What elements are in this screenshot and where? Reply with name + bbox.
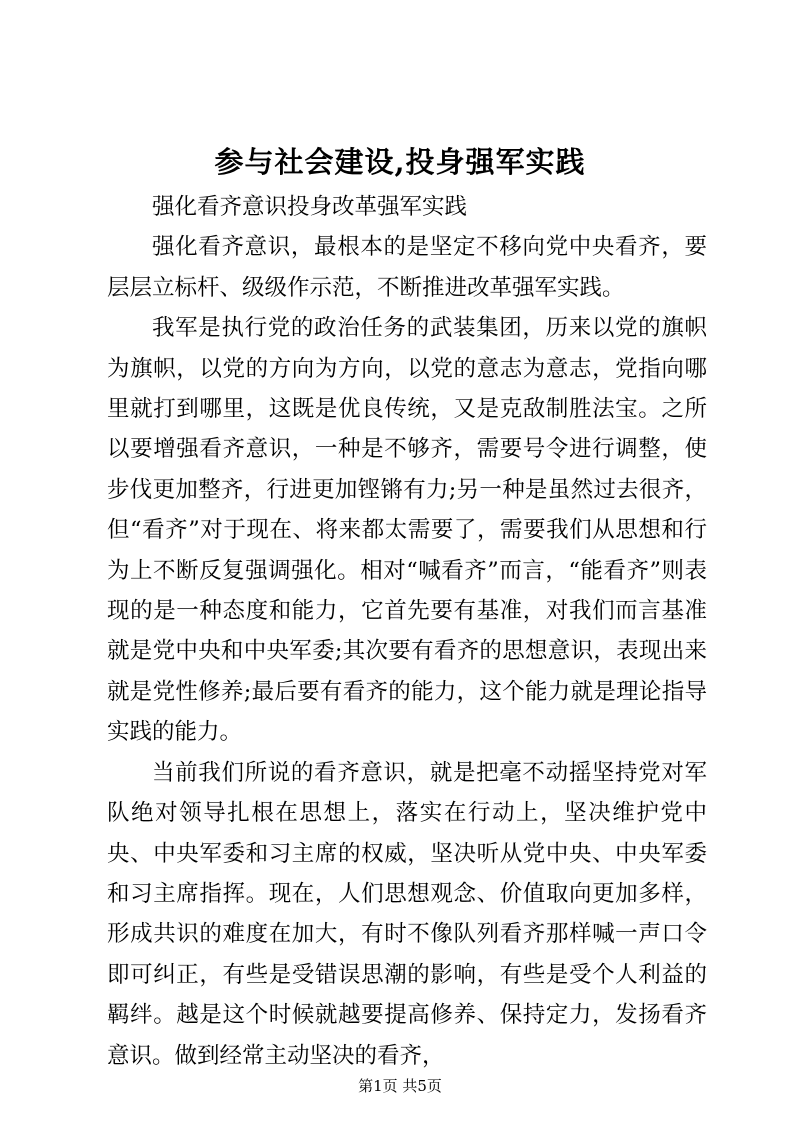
paragraph-3: 当前我们所说的看齐意识，就是把毫不动摇坚持党对军队绝对领导扎根在思想上，落实在行动上，坚决维护党中央、中央军委和习主席的权威，坚决听从党中央、中央军委和习主席指挥。现在，人们思想观念、价值取向更加多样，形成共识的难度在加大，有时不像队列看齐那样喊一声口令即可纠正，有些是受错误思潮的影响，有些是受个人利益的羁绊。越是这个时候就越要提高修养、保持定力，发扬看齐意识。做到经常主动坚决的看齐，	[107, 759, 707, 1069]
paragraph-2: 我军是执行党的政治任务的武装集团，历来以党的旗帜为旗帜，以党的方向为方向，以党的意志为意志，党指向哪里就打到哪里，这既是优良传统，又是克敌制胜法宝。之所以要增强看齐意识，一种是不够齐，需要号令进行调整，使步伐更加整齐，行进更加铿锵有力;另一种是虽然过去很齐，但“看齐”对于现在、将来都太需要了，需要我们从思想和行为上不断反复强调强化。相对“喊看齐”而言，“能看齐”则表现的是一种态度和能力，它首先要有基准，对我们而言基准就是党中央和中央军委;其次要有看齐的思想意识，表现出来就是党性修养;最后要有看齐的能力，这个能力就是理论指导实践的能力。	[107, 315, 707, 746]
paragraph-subtitle: 强化看齐意识投身改革强军实践	[152, 194, 468, 220]
page-footer: 第1页 共5页	[358, 1077, 442, 1095]
paragraph-1: 强化看齐意识，最根本的是坚定不移向党中央看齐，要层层立标杆、级级作示范，不断推进改革强军实践。	[107, 234, 707, 301]
document-body	[107, 187, 707, 1076]
document-title: 参与社会建设,投身强军实践	[214, 145, 586, 179]
